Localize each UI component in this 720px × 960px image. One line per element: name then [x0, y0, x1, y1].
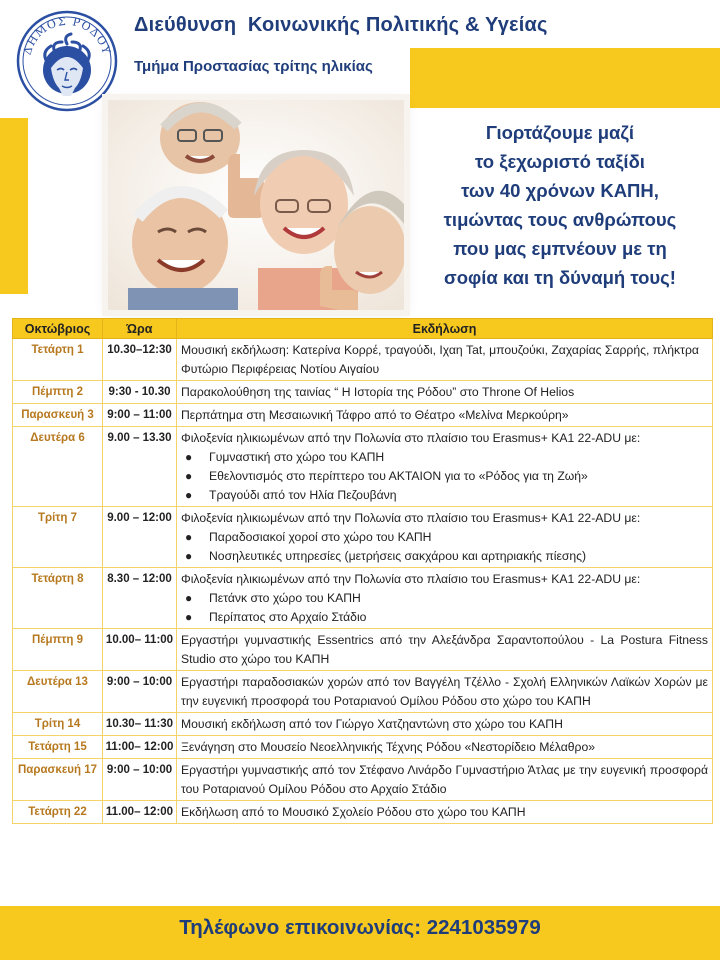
event-time: 9.00 – 12:00 — [103, 507, 177, 568]
event-description — [177, 507, 713, 568]
slogan-line: τιμώντας τους ανθρώπους — [443, 209, 677, 230]
event-text: Περπάτημα στη Μεσαιωνική Τάφρο από το Θέατρο «Μελίνα Μερκούρη» — [181, 408, 569, 422]
event-text: Φιλοξενία ηλικιωμένων από την Πολωνία στο πλαίσιο του Erasmus+ KA1 22-ADU με: — [181, 511, 641, 525]
event-day: Δευτέρα 13 — [13, 671, 103, 713]
bullet-icon: ● — [185, 591, 193, 605]
event-description — [177, 629, 713, 671]
event-bullet-text: Τραγούδι από τον Ηλία Πεζουβάνη — [209, 488, 397, 502]
event-text: Εργαστήρι γυμναστικής Essentrics από την Αλεξάνδρα Σαραντοπούλου - La Postura Fitness Studio στο χώρο του ΚΑΠΗ — [181, 633, 708, 666]
event-text: Φιλοξενία ηλικιωμένων από την Πολωνία στο πλαίσιο του Erasmus+ KA1 22-ADU με: — [181, 431, 641, 445]
table-row — [13, 568, 713, 629]
event-bullet-text: Γυμναστική στο χώρο του ΚΑΠΗ — [209, 450, 385, 464]
event-description — [177, 671, 713, 713]
event-text: Εκδήλωση από το Μουσικό Σχολείο Ρόδου στο χώρο του ΚΑΠΗ — [181, 805, 526, 819]
event-description — [177, 339, 713, 381]
table-row — [13, 736, 713, 759]
event-bullet-text: Περίπατος στο Αρχαίο Στάδιο — [209, 610, 367, 624]
event-bullet-item — [181, 486, 708, 505]
event-time: 10.30–12:30 — [103, 339, 177, 381]
event-day: Πέμπτη 9 — [13, 629, 103, 671]
slogan-line: που μας εμπνέουν με τη — [453, 238, 667, 259]
event-description — [177, 759, 713, 801]
event-bullet-item — [181, 467, 708, 486]
event-description — [177, 427, 713, 507]
bullet-icon: ● — [185, 488, 193, 502]
table-row — [13, 427, 713, 507]
event-day: Τετάρτη 1 — [13, 339, 103, 381]
event-bullet-item — [181, 448, 708, 467]
bullet-icon: ● — [185, 610, 193, 624]
seniors-photo — [108, 100, 404, 310]
schedule-table — [12, 318, 713, 824]
table-row — [13, 801, 713, 824]
event-bullet-item — [181, 589, 708, 608]
event-time: 10.00– 11:00 — [103, 629, 177, 671]
slogan-line: το ξεχωριστό ταξίδι — [475, 151, 645, 172]
section-subtitle: Τμήμα Προστασίας τρίτης ηλικίας — [134, 58, 373, 75]
event-bullet-text: Νοσηλευτικές υπηρεσίες (μετρήσεις σακχάρου και αρτηριακής πίεσης) — [209, 549, 587, 563]
bullet-icon: ● — [185, 469, 193, 483]
event-bullet-text: Πετάνκ στο χώρο του ΚΑΠΗ — [209, 591, 361, 605]
event-time: 9:00 – 11:00 — [103, 404, 177, 427]
slogan-line: Γιορτάζουμε μαζί — [485, 122, 635, 143]
column-header-month: Οκτώβριος — [13, 319, 103, 339]
event-time: 9.00 – 13.30 — [103, 427, 177, 507]
table-row — [13, 629, 713, 671]
event-day: Τρίτη 7 — [13, 507, 103, 568]
slogan — [415, 118, 705, 292]
schedule-body — [13, 339, 713, 824]
event-time: 10.30– 11:30 — [103, 713, 177, 736]
column-header-time: Ώρα — [103, 319, 177, 339]
event-bullet-item — [181, 608, 708, 627]
event-text: Μουσική εκδήλωση από τον Γιώργο Χατζηαντώνη στο χώρο του ΚΑΠΗ — [181, 717, 563, 731]
table-header-row — [13, 319, 713, 339]
event-time: 9:30 - 10.30 — [103, 381, 177, 404]
municipality-logo — [14, 6, 120, 112]
event-day: Παρασκευή 3 — [13, 404, 103, 427]
event-day: Τετάρτη 22 — [13, 801, 103, 824]
contact-phone: Τηλέφωνο επικοινωνίας: 2241035979 — [179, 916, 541, 939]
table-row — [13, 671, 713, 713]
event-description — [177, 801, 713, 824]
table-row — [13, 404, 713, 427]
event-day: Πέμπτη 2 — [13, 381, 103, 404]
slogan-line: σοφία και τη δύναμή τους! — [444, 267, 676, 288]
event-bullet-text: Εθελοντισμός στο περίπτερο του ΑΚΤΑΙΟΝ για το «Ρόδος για τη Ζωή» — [209, 469, 588, 483]
event-time: 8.30 – 12:00 — [103, 568, 177, 629]
table-row — [13, 713, 713, 736]
event-text: Εργαστήρι παραδοσιακών χορών από τον Βαγγέλη Τζέλλο - Σχολή Ελληνικών Λαϊκών Χορών με την ευγενική προσφορά του Ροταριανού Ομίλου Ρόδου στο χώρο του ΚΑΠΗ — [181, 675, 708, 708]
slogan-line: των 40 χρόνων ΚΑΠΗ, — [461, 180, 659, 201]
event-description — [177, 404, 713, 427]
logo-text: ΔΗΜΟΣ ΡΟΔΟΥ — [20, 14, 114, 57]
event-time: 11.00– 12:00 — [103, 801, 177, 824]
event-time: 11:00– 12:00 — [103, 736, 177, 759]
event-day: Τετάρτη 15 — [13, 736, 103, 759]
event-text: Εργαστήρι γυμναστικής από τον Στέφανο Λινάρδο Γυμναστήριο Άτλας με την ευγενική προσφορά του Ροταριανού Ομίλου Ρόδου στο Αρχαίο Στάδιο — [181, 763, 708, 796]
event-bullet-item — [181, 528, 708, 547]
department-title: Διεύθυνση Κοινωνικής Πολιτικής & Υγείας — [134, 14, 548, 36]
bullet-icon: ● — [185, 549, 193, 563]
decorative-gold-bar-left — [0, 118, 28, 294]
event-text: Μουσική εκδήλωση: Κατερίνα Κορρέ, τραγούδι, Ιχαη Tat, μπουζούκι, Ζαχαρίας Σαρρής, πλήκτρα — [181, 343, 699, 357]
event-day: Δευτέρα 6 — [13, 427, 103, 507]
event-text: Ξενάγηση στο Μουσείο Νεοελληνικής Τέχνης Ρόδου «Νεστορίδειο Μέλαθρο» — [181, 740, 596, 754]
bullet-icon: ● — [185, 530, 193, 544]
event-description — [177, 713, 713, 736]
event-text: Φυτώριο Περιφέρειας Νοτίου Αιγαίου — [181, 362, 380, 376]
event-description — [177, 568, 713, 629]
decorative-gold-bar — [410, 48, 720, 108]
event-bullet-item — [181, 547, 708, 566]
event-description — [177, 381, 713, 404]
table-row — [13, 507, 713, 568]
event-text: Φιλοξενία ηλικιωμένων από την Πολωνία στο πλαίσιο του Erasmus+ KA1 22-ADU με: — [181, 572, 641, 586]
event-description — [177, 736, 713, 759]
table-row — [13, 339, 713, 381]
bullet-icon: ● — [185, 450, 193, 464]
table-row — [13, 381, 713, 404]
event-day: Τετάρτη 8 — [13, 568, 103, 629]
event-bullet-text: Παραδοσιακοί χοροί στο χώρο του ΚΑΠΗ — [209, 530, 432, 544]
event-text: Παρακολούθηση της ταινίας “ Η Ιστορία της Ρόδου” στο Throne Of Helios — [181, 385, 575, 399]
event-time: 9:00 – 10:00 — [103, 671, 177, 713]
event-time: 9:00 – 10:00 — [103, 759, 177, 801]
event-day: Παρασκευή 17 — [13, 759, 103, 801]
event-day: Τρίτη 14 — [13, 713, 103, 736]
table-row — [13, 759, 713, 801]
column-header-event: Εκδήλωση — [177, 319, 713, 339]
